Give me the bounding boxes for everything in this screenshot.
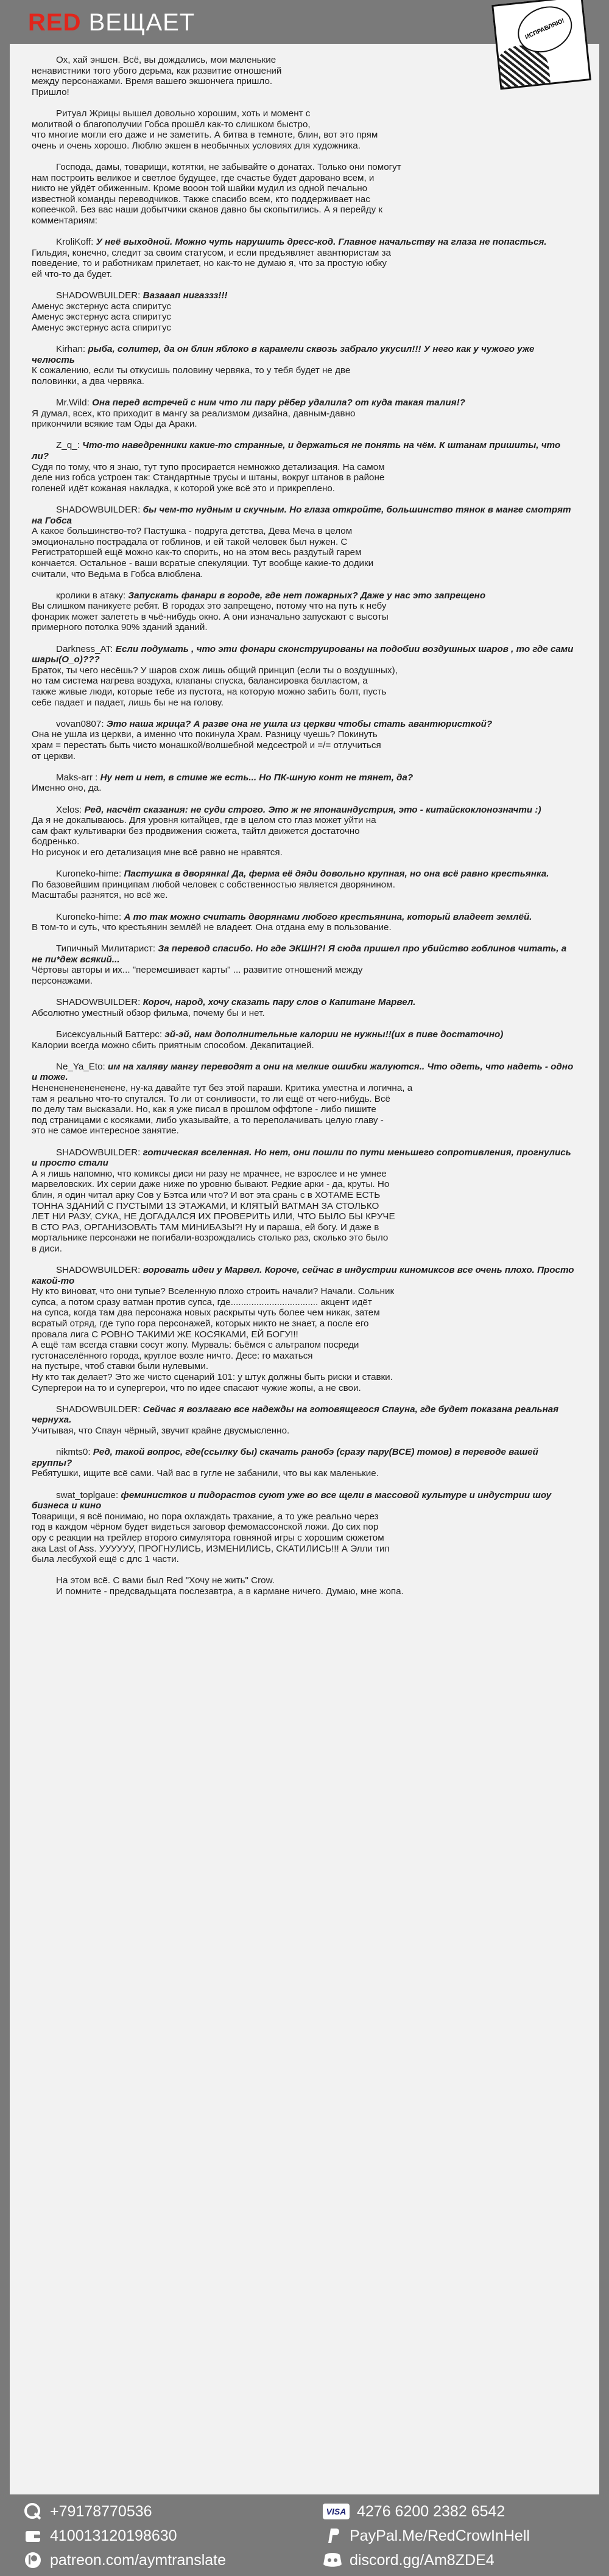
closing-line: На этом всё. С вами был Red "Хочу не жить" Crow.: [56, 1575, 275, 1586]
comment-quote: [32, 997, 577, 1008]
text-paragraph: [32, 108, 577, 151]
comment-answer-line: поведение, то и работникам прилетает, но как-то не думаю я, что за простую юбку: [32, 258, 387, 269]
comment-question: бы чем-то нудным и скучным. Но глаза откройте, большинство тянок в манге смотрят на Гобса: [32, 504, 571, 526]
patreon-row[interactable]: [23, 2550, 226, 2570]
comment-answer-line: В том-то и суть, что крестьянин землёй не владеет. Она отдана ему в пользование.: [32, 922, 392, 933]
comment-user: Xelos:: [56, 804, 82, 815]
comment-quote: [32, 1062, 577, 1083]
comment-answer-line: себе падает и падает, лишь бы не на голову.: [32, 697, 224, 708]
comment-block: [32, 1490, 577, 1565]
paypal-row[interactable]: [323, 2526, 530, 2546]
discord-icon: [323, 2550, 342, 2570]
comment-quote: [32, 1265, 577, 1286]
comment-answer-line: Браток, ты чего несёшь? У шаров схож лишь общий принцип (если ты о воздушных),: [32, 665, 398, 676]
comment-answer-line: сам факт культиварки без продвижения сюжета, тайтл движется достаточно: [32, 825, 360, 836]
comment-answer-line: Масштабы разнятся, но всё же.: [32, 890, 168, 901]
comment-answer-line: Но рисунок и его детализация мне всё равно не нравятся.: [32, 847, 283, 858]
comment-question: готическая вселенная. Но нет, они пошли по пути меньшего сопротивления, прогнулись и просто стали: [32, 1147, 571, 1169]
comment-user: Типичный Милитарист:: [56, 943, 156, 954]
comment-answer-line: прикончили всякие там Оды да Араки.: [32, 419, 197, 430]
comment-quote: [32, 237, 577, 248]
comment-answer-line: провала лига С РОВНО ТАКИМИ ЖЕ КОСЯКАМИ, ЕЙ БОГУ!!!: [32, 1329, 298, 1340]
comment-answer-line: блин, я один читал арку Сов у Бэтса или что? И вот эта срань с в ХОТАМЕ ЕСТЬ: [32, 1189, 381, 1200]
comment-question: воровать идеи у Марвел. Короче, сейчас в индустрии киномиксов все очень плохо. Просто какой-то: [32, 1265, 574, 1286]
comment-answer-line: Чёртовы авторы и их... "перемешивает карты" ... развитие отношений между: [32, 965, 363, 976]
comment-answer-line: В СТО РАЗ, ОРГАНИЗОВАТЬ ТАМ МИНИБАЗЫ?! Ну и параша, ей богу. И даже в: [32, 1222, 379, 1233]
comment-user: кролики в атаку:: [56, 590, 126, 601]
visa-number[interactable]: 4276 6200 2382 6542: [357, 2503, 505, 2520]
comment-quote: [32, 290, 577, 301]
comment-quote: [32, 440, 577, 461]
comment-user: Z_q_:: [56, 440, 80, 451]
comment-question: Это наша жрица? А разве она не ушла из церкви чтобы стать авантюристкой?: [106, 718, 493, 729]
comment-quote: [32, 397, 577, 408]
comment-question: Короч, народ, хочу сказать пару слов о Капитане Марвел.: [143, 997, 416, 1008]
text-line: никто не уйдёт обиженным. Кроме вооон той шайки мудил из одной печально: [32, 183, 368, 194]
comment-answer-line: год в каждом чёрном будет видеться заговор фемомассонской ложи. До сих пор: [32, 1522, 379, 1533]
comment-user: Бисексуальный Баттерс:: [56, 1029, 163, 1040]
comment-answer-line: на супса, когда там два персонажа новых раскрыты чуть более чем никак, затем: [32, 1307, 380, 1318]
brand-white: ВЕЩАЕТ: [88, 9, 195, 36]
comment-user: KroliKoff:: [56, 237, 94, 248]
comment-answer-line: По базовейшим принципам любой человек с собственностью является дворянином.: [32, 879, 395, 890]
comment-user: Mr.Wild:: [56, 397, 90, 408]
comment-answer-line: это не самое интересное занятие.: [32, 1125, 179, 1136]
comment-block: [32, 397, 577, 430]
comment-quote: [32, 943, 577, 965]
paypal-icon: [323, 2526, 342, 2546]
comment-answer-line: Аменус экстернус аста спиритус: [32, 312, 171, 323]
text-line: молитвой о благополучии Гобса прошёл как-то слишком быстро,: [32, 119, 311, 130]
comment-quote: [32, 644, 577, 665]
comment-question: эй-эй, нам дополнительные калории не нужны!!(их в пиве достаточно): [164, 1029, 504, 1040]
comment-answer-line: Судя по тому, что я знаю, тут тупо просирается немножко детализация. На самом: [32, 461, 385, 472]
comment-answer-line: А ещё там всегда ставки сосут жопу. Мурваль: бьёмся с альтрапом посреди: [32, 1340, 359, 1351]
comment-block: [32, 997, 577, 1018]
comment-answer-line: но там система нагрева воздуха, клапаны спуска, балансировка балластом, а: [32, 676, 368, 687]
comment-answer-line: Я думал, всех, кто приходит в мангу за реализмом дизайна, давным-давно: [32, 408, 356, 419]
comment-user: nikmts0:: [56, 1447, 91, 1458]
comment-answer-line: деле низ гобса устроен так: Стандартные трусы и штаны, вокруг штанов в районе: [32, 472, 385, 483]
comment-answer-line: Ребятушки, ищите всё сами. Чай вас в гугле не забанили, что вы как маленькие.: [32, 1468, 379, 1479]
comment-user: Kuroneko-hime:: [56, 869, 122, 880]
comment-answer-line: А я лишь напомню, что комиксы диси ни разу не мрачнее, не взрослее и не умнее: [32, 1168, 387, 1179]
comment-answer-line: голеней идёт кожаная накладка, к которой уже всё это и прикреплено.: [32, 483, 336, 494]
comment-block: [32, 1404, 577, 1437]
comment-user: SHADOWBUILDER:: [56, 1404, 141, 1415]
text-line: что многие могли его даже и не заметить. А битва в темноте, блин, вот это прям: [32, 130, 378, 141]
comment-question: Ред, такой вопрос, где(ссылку бы) скачать ранобэ (сразу пару(ВСЕ) томов) в переводе вашей группы?: [32, 1447, 538, 1468]
comment-answer-line: Абсолютно уместный обзор фильма, почему бы и нет.: [32, 1007, 265, 1018]
comment-question: Она перед встречей с ним что ли пару рёбер удалила? от куда такая талия!?: [92, 397, 465, 408]
comment-answer-line: под страницами с косяками, либо указывайте, а то переполачивать целую главу -: [32, 1115, 384, 1125]
comment-user: Kirhan:: [56, 344, 86, 355]
qiwi-row[interactable]: [23, 2502, 152, 2521]
paypal-link[interactable]: PayPal.Me/RedCrowInHell: [350, 2527, 530, 2544]
comment-user: SHADOWBUILDER:: [56, 290, 141, 301]
comment-answer-line: всратый отряд, где тупо гора персонажей, которых никто не знает, а после его: [32, 1318, 369, 1329]
comment-answer-line: Вы слишком паникуете ребят. В городах это запрещено, потому что на путь к небу: [32, 601, 387, 612]
comment-block: [32, 1147, 577, 1255]
comment-question: Ред, насчёт сказания: не суди строго. Это ж не японаиндустрия, это - китайскоклонозначти :): [84, 804, 541, 815]
comment-answer-line: Гильдия, конечно, следит за своим статусом, и если предъявляет авантюристам за: [32, 247, 391, 258]
comment-block: [32, 805, 577, 858]
comment-answer-line: марвеловских. Их серии даже ниже по уровню бывают. Редкие арки - да, круты. Но: [32, 1179, 390, 1190]
comment-question: Сейчас я возлагаю все надежды на готовящегося Спауна, где будет показана реальная чернуха.: [32, 1404, 559, 1426]
comment-question: Пастушка в дворянка! Да, ферма её дяди довольно крупная, но она всё равно крестьянка.: [124, 869, 549, 880]
comment-block: [32, 440, 577, 494]
comment-quote: [32, 869, 577, 880]
text-line: Ритуал Жрицы вышел довольно хорошим, хоть и момент с: [56, 108, 311, 119]
comment-block: [32, 772, 577, 794]
comment-block: [32, 344, 577, 387]
comment-block: [32, 237, 577, 279]
comment-answer-line: Супергерои на то и супергерои, что по идее спасают чужие жопы, а не свои.: [32, 1382, 361, 1393]
comment-answer-line: по делу там высказали. Но, как я уже писал в прошлом оффтопе - либо пишите: [32, 1104, 376, 1115]
comment-quote: [32, 1490, 577, 1511]
closing-line: И помните - предсвадьщата послезавтра, а в кармане ничего. Думаю, мне жопа.: [56, 1586, 404, 1597]
comment-user: SHADOWBUILDER:: [56, 1147, 141, 1158]
comment-answer-line: Товарищи, я всё понимаю, но пора охлаждать трахание, а то уже реально через: [32, 1511, 379, 1522]
text-line: между персонажами. Время вашего экшончега пришло.: [32, 76, 273, 87]
comment-answer-line: кончается. Остальное - ваши всратые спекуляции. Тут вообще какие-то додики: [32, 558, 374, 569]
comment-question: Запускать фанари в городе, где нет пожарных? Даже у нас это запрещено: [128, 590, 486, 601]
comment-answer-line: ака Last of Ass. УУУУУУ, ПРОГНУЛИСЬ, ИЗМЕНИЛИСЬ, СКАТИЛИСЬ!!! А Элли тип: [32, 1543, 390, 1554]
comment-quote: [32, 805, 577, 816]
comment-answer-line: Ну кто так делает? Это же чисто сценарий 101: у штук должны быть риски и ставки.: [32, 1372, 393, 1383]
comment-user: Maks-arr :: [56, 772, 98, 783]
comment-quote: [32, 719, 577, 730]
comment-question: А то так можно считать дворянами любого крестьянина, который владеет землёй.: [124, 911, 532, 922]
comment-block: [32, 1447, 577, 1479]
comment-question: Вазааап нигаззз!!!: [143, 290, 228, 301]
comment-answer-line: Ненененененененене, ну-ка давайте тут без этой параши. Критика уместна и логична, а: [32, 1083, 413, 1093]
brand-title: [28, 9, 195, 37]
comment-answer-line: от церкви.: [32, 751, 76, 761]
comment-block: [32, 1029, 577, 1051]
comment-question: Что-то наведренники какие-то странные, и держаться не понять на чём. К штанам пришиты, что ли?: [32, 440, 561, 461]
comment-answer-line: Именно оно, да.: [32, 783, 102, 794]
text-line: ненавистники того убого дерьма, как развитие отношений: [32, 65, 282, 76]
comment-answer-line: половинки, а два червяка.: [32, 376, 144, 387]
comment-answer-line: также живые люди, которые тебе из пустота, на которую можно забить болт, пусть: [32, 687, 387, 698]
comment-question: Ну нет и нет, в стиме же есть... Но ПК-шную конт не тянет, да?: [100, 772, 414, 783]
wallet-icon: [23, 2526, 43, 2546]
comment-block: [32, 644, 577, 709]
comment-block: [32, 719, 577, 761]
comment-quote: [32, 1404, 577, 1426]
comment-answer-line: Калории всегда можно сбить приятным способом. Декапитацией.: [32, 1040, 314, 1051]
patreon-link[interactable]: patreon.com/aymtranslate: [50, 2552, 227, 2569]
comment-answer-line: ей что-то да будет.: [32, 268, 113, 279]
comment-question: За перевод спасибо. Но где ЭКШН?! Я сюда пришел про убийство гоблинов читать, а не пи*деж всякий...: [32, 943, 567, 965]
comment-question: Если подумать , что эти фонари сконструированы на подобии воздушных шаров , то где сами шары(О_о)???: [32, 643, 574, 665]
text-line: известной команды переводчиков. Также спасибо всем, кто поддерживает нас: [32, 194, 370, 205]
comment-block: [32, 590, 577, 633]
comment-answer-line: храм = перестать быть чисто монашкой/волшебной медсестрой и =/= отлучиться: [32, 740, 381, 751]
comment-user: vovan0807:: [56, 718, 104, 729]
brand-red: RED: [28, 9, 82, 36]
comment-answer-line: Она не ушла из церкви, а именно что покинула Храм. Разницу чуешь? Покинуть: [32, 729, 378, 740]
discord-link[interactable]: discord.gg/Am8ZDE4: [350, 2552, 495, 2569]
comment-question: им на халяву мангу переводят а они на мелкие ошибки жалуются.. Что одеть, что надеть - одно и тоже.: [32, 1061, 574, 1083]
mascot-image: [491, 0, 591, 89]
comment-block: [32, 912, 577, 933]
text-line: очень и очень хорошо. Люблю экшен в необычных условиях для художника.: [32, 140, 361, 151]
comment-quote: [32, 1447, 577, 1468]
comment-quote: [32, 590, 577, 601]
patreon-icon: [23, 2550, 43, 2570]
comment-quote: [32, 772, 577, 783]
comment-block: [32, 943, 577, 986]
header: [10, 0, 599, 44]
yandex-row[interactable]: [23, 2526, 177, 2546]
comment-answer-line: ору с реакции на трейлер второго симулятора говняной игры с хорошим сюжетом: [32, 1532, 384, 1543]
comment-answer-line: на пустыре, чтоб ставки были нулевыми.: [32, 1361, 209, 1372]
text-line: комментариям:: [32, 215, 98, 226]
comment-answer-line: мортальнике персонажи не погибали-возрождались столько раз, сколько это было: [32, 1233, 389, 1244]
comment-answer-line: фонарик может залететь в чьё-нибудь окно. А они изначально запускают с высоты: [32, 611, 389, 622]
comment-quote: [32, 1029, 577, 1040]
comment-answer-line: Учитывая, что Спаун чёрный, звучит крайне двусмысленно.: [32, 1426, 290, 1436]
comment-answer-line: считали, что Ведьма в Гобса влюблена.: [32, 569, 203, 579]
comment-quote: [32, 344, 577, 365]
text-paragraph: [32, 55, 577, 97]
visa-row[interactable]: [323, 2502, 505, 2521]
comment-answer-line: ТОННА ЗДАНИЙ С ПУСТЫМИ 13 ЭТАЖАМИ, И КЛЯТЫЙ ВАТМАН ЗА СТОЛЬКО: [32, 1200, 379, 1211]
comment-user: swat_toplgaue:: [56, 1489, 119, 1500]
comment-answer-line: ЛЕТ НИ РАЗУ, СУКА, НЕ ДОГАДАЛСЯ ИХ ПРОВЕРИТЬ ИЛИ, ЧТО БЫЛО БЫ КРУЧЕ: [32, 1211, 395, 1222]
visa-icon: VISA: [323, 2504, 350, 2519]
qiwi-number[interactable]: +79178770536: [50, 2503, 152, 2520]
comment-answer-line: была лесбухой ещё с длс 1 части.: [32, 1554, 179, 1565]
comment-answer-line: примерного потолка 90% зданий зданий.: [32, 622, 208, 633]
comment-block: [32, 1062, 577, 1136]
text-paragraph: [32, 162, 577, 226]
comment-user: Ne_Ya_Eto:: [56, 1061, 105, 1072]
comment-quote: [32, 912, 577, 923]
comment-user: Darkness_AT:: [56, 643, 113, 654]
comment-answer-line: К сожалению, если ты откусишь половину червяка, то у тебя будет не две: [32, 365, 351, 376]
comment-quote: [32, 505, 577, 526]
qiwi-icon: [23, 2502, 43, 2521]
comment-user: Kuroneko-hime:: [56, 911, 122, 922]
comment-answer-line: эмоционально пострадала от гоблинов, и ей такой человек был нужен. С: [32, 536, 348, 547]
comment-block: [32, 290, 577, 333]
comment-user: SHADOWBUILDER:: [56, 1265, 141, 1276]
comment-user: SHADOWBUILDER:: [56, 504, 141, 515]
comment-question: рыба, солитер, да он блин яблоко в карамели сквозь забрало укусил!!! У него как у чужого уже челюсть: [32, 344, 535, 365]
text-line: Пришло!: [32, 86, 69, 97]
wallet-number[interactable]: 410013120198630: [50, 2527, 177, 2544]
text-line: Господа, дамы, товарищи, котятки, не забывайте о донатах. Только они помогут: [56, 161, 401, 172]
comment-block: [32, 1265, 577, 1393]
discord-row[interactable]: [323, 2550, 495, 2570]
comment-answer-line: бодренько.: [32, 836, 80, 847]
comment-quote: [32, 1147, 577, 1169]
comment-answer-line: Аменус экстернус аста спиритус: [32, 301, 171, 312]
donation-footer: [0, 2494, 609, 2576]
text-line: нам построить великое и светлое будущее, где счастье будет даровано всем, и: [32, 172, 375, 183]
comment-answer-line: густонаселённого города, круглое возле ничто. Десе: го махаться: [32, 1350, 313, 1361]
comment-answer-line: А какое большинство-то? Пастушка - подруга детства, Дева Меча в целом: [32, 526, 353, 537]
comment-question: феминистков и пидорастов суют уже во все щели в массовой культуре и индустрии шоу бизнеса и кино: [32, 1489, 552, 1511]
text-line: копеечкой. Без вас наши добытчики сканов давно бы скопытились. А я перейду к: [32, 205, 383, 215]
comment-answer-line: в диси.: [32, 1243, 62, 1254]
comment-block: [32, 505, 577, 579]
comment-answer-line: там я реально что-то спутался. То ли от сонливости, то ли ещё от чего-нибудь. Всё: [32, 1093, 390, 1104]
text-line: Ох, хай эншен. Всё, вы дождались, мои маленькие: [56, 55, 276, 65]
comment-user: SHADOWBUILDER:: [56, 997, 141, 1008]
comment-answer-line: Ну кто виноват, что они тупые? Вселенную плохо строить начали? Начали. Сольник: [32, 1286, 395, 1297]
comment-answer-line: Аменус экстернус аста спиритус: [32, 322, 171, 333]
comment-answer-line: супса, а потом сразу ватман против супса, где.................................. акцент идёт: [32, 1297, 372, 1307]
comment-answer-line: Регистраторшей ещё можно как-то спорить, но на этом весь раздутый гарем: [32, 547, 362, 558]
comment-answer-line: персонажами.: [32, 976, 93, 987]
text-paragraph: [32, 1575, 577, 1597]
comment-question: У неё выходной. Можно чуть нарушить дресс-код. Главное начальству на глаза не попасться.: [96, 237, 547, 248]
article-card: [10, 44, 599, 2494]
comment-block: [32, 869, 577, 901]
comment-answer-line: Да я не докапываюсь. Для уровня китайцев, где в целом сто глаз может уйти на: [32, 815, 376, 826]
mascot-caption: ИСПРАВЛЯЮ!: [524, 17, 566, 41]
